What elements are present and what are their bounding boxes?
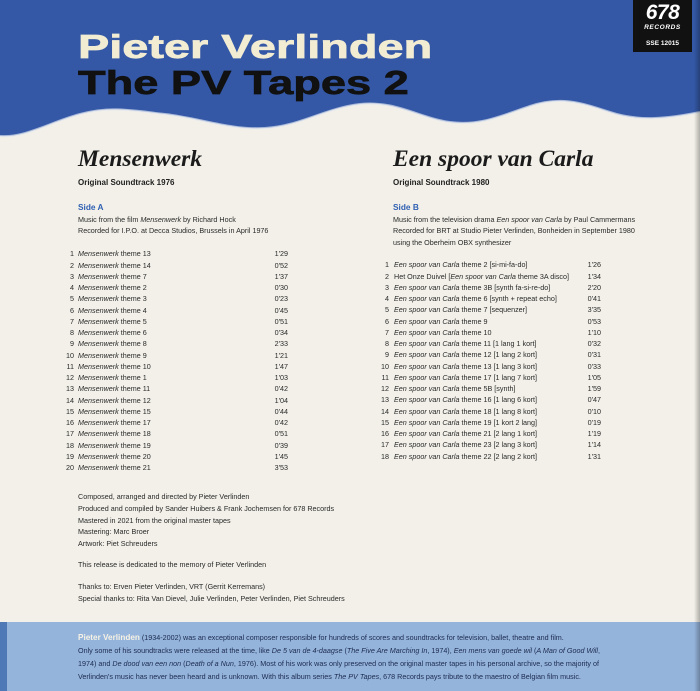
dedication: This release is dedicated to the memory of Pieter Verlinden: [78, 560, 267, 569]
bio-line-segment: , 678 Records pays tribute to the maestro of Belgian film music.: [379, 671, 581, 681]
bio-line-segment-italic: Death of a Nun: [185, 658, 234, 668]
track-title: [394, 395, 537, 404]
track-title: [394, 373, 537, 382]
track-title-segment: theme 12: [118, 395, 151, 405]
track-title-segment: theme 14: [118, 260, 151, 270]
track-number: 17: [66, 429, 74, 439]
track-duration: 3'53: [274, 463, 288, 473]
track-duration: 1'04: [274, 395, 288, 405]
track-row: [373, 316, 601, 327]
track-number: 12: [66, 373, 74, 383]
bio-line-segment-italic: Een mens van goede wil: [453, 645, 533, 655]
track-row: [373, 338, 601, 349]
track-title-segment: theme 21 [2 lang 1 kort]: [459, 429, 538, 439]
track-number: 15: [66, 406, 74, 416]
track-title: [394, 272, 569, 281]
track-number: 8: [385, 339, 389, 349]
track-number: 8: [70, 328, 74, 338]
track-title: [78, 283, 147, 292]
track-row: [373, 361, 601, 372]
side-a-note-line-segment-italic: Mensenwerk: [140, 214, 182, 224]
track-title-segment: theme 23 [2 lang 3 kort]: [459, 440, 538, 450]
thanks: [78, 581, 345, 605]
track-title-segment-italic: Een spoor van Carla: [394, 384, 460, 394]
track-title-segment: theme 2 [si-mi-fa-do]: [459, 260, 528, 270]
track-number: 13: [381, 395, 389, 405]
track-row: [373, 304, 601, 315]
track-number: 4: [70, 283, 74, 293]
track-duration: 1'59: [587, 384, 601, 394]
track-duration: 1'21: [274, 350, 288, 360]
track-title: [78, 418, 151, 427]
track-row: [58, 282, 288, 293]
track-row: [373, 293, 601, 304]
track-row: [58, 440, 288, 451]
track-title-segment-italic: Een spoor van Carla: [394, 406, 460, 416]
track-title-segment-italic: Mensenwerk: [78, 328, 119, 338]
bio-line-segment: (1934-2002) was an exceptional composer responsible for hundreds of scores and soundtracks for television, ballet, theatre and film.: [139, 632, 564, 642]
thanks-line: Special thanks to: Rita Van Dievel, Julie Verlinden, Peter Verlinden, Piet Schreuders: [78, 594, 345, 603]
track-duration: 0'47: [587, 395, 601, 405]
track-title: [78, 396, 151, 405]
track-title: [78, 317, 147, 326]
track-row: [58, 395, 288, 406]
track-number: 7: [385, 327, 389, 337]
bio-line-segment-italic: The Five Are Marching In: [346, 645, 428, 655]
track-title-segment-italic: Mensenwerk: [78, 316, 119, 326]
track-duration: 0'33: [587, 361, 601, 371]
side-b-note-line: [393, 214, 635, 226]
track-title: [78, 362, 151, 371]
track-title-segment-italic: Mensenwerk: [78, 339, 119, 349]
track-title-segment-italic: Mensenwerk: [78, 463, 119, 473]
track-title-segment-italic: Een spoor van Carla: [394, 316, 460, 326]
side-b-tracklist: [373, 259, 601, 462]
side-b-note-line: [393, 225, 635, 237]
track-title-segment: theme 3: [118, 294, 147, 304]
track-title: [394, 452, 537, 461]
track-title: [394, 429, 537, 438]
track-title-segment-italic: Een spoor van Carla: [394, 327, 460, 337]
track-duration: 0'32: [587, 339, 601, 349]
side-b-note-line-segment: by Paul Cammermans: [562, 214, 636, 224]
track-title-segment-italic: Mensenwerk: [78, 373, 119, 383]
track-title-segment: theme 3A disco]: [515, 271, 569, 281]
track-number: 17: [381, 440, 389, 450]
track-row: [58, 383, 288, 394]
bio-line: [78, 670, 600, 683]
track-row: [58, 293, 288, 304]
track-title-segment: theme 5B [synth]: [459, 384, 516, 394]
track-row: [373, 259, 601, 270]
track-title-segment-italic: Een spoor van Carla: [394, 440, 460, 450]
track-title: [78, 294, 147, 303]
side-b-label: Side B: [393, 202, 419, 212]
track-title-segment: theme 10: [459, 327, 492, 337]
track-title-segment-italic: Een spoor van Carla: [394, 451, 460, 461]
track-number: 11: [381, 372, 389, 382]
side-a-label: Side A: [78, 202, 104, 212]
track-number: 15: [381, 417, 389, 427]
track-title-segment: theme 9: [118, 350, 147, 360]
track-title: [78, 351, 147, 360]
track-title: [394, 294, 557, 303]
track-row: [373, 417, 601, 428]
track-title-segment: theme 9: [459, 316, 488, 326]
track-row: [58, 271, 288, 282]
track-row: [373, 406, 601, 417]
side-b-note-line-segment-italic: Een spoor van Carla: [496, 214, 562, 224]
track-title-segment: theme 19 [1 kort 2 lang]: [459, 417, 538, 427]
track-title: [394, 384, 515, 393]
bio-line-segment: ,: [598, 645, 600, 655]
track-number: 12: [381, 384, 389, 394]
track-title-segment-italic: Mensenwerk: [78, 451, 119, 461]
bio-line-segment-bold: Pieter Verlinden: [78, 632, 140, 642]
track-title-segment-italic: Mensenwerk: [78, 406, 119, 416]
thanks-line: Thanks to: Erven Pieter Verlinden, VRT (Gerrit Kerremans): [78, 582, 266, 591]
bio-line: [78, 644, 600, 657]
track-number: 19: [66, 451, 74, 461]
track-number: 11: [66, 361, 74, 371]
track-title-segment-italic: Een spoor van Carla: [394, 339, 460, 349]
track-duration: 0'10: [587, 406, 601, 416]
track-duration: 1'47: [274, 361, 288, 371]
track-title: [394, 407, 537, 416]
logo-label: RECORDS: [644, 24, 681, 31]
track-title: [394, 339, 537, 348]
track-row: [58, 372, 288, 383]
track-duration: 0'51: [274, 429, 288, 439]
track-duration: 0'30: [274, 283, 288, 293]
track-duration: 1'34: [587, 271, 601, 281]
bio-text: [78, 631, 600, 683]
side-a-note-line: [78, 214, 268, 226]
track-row: [373, 271, 601, 282]
bio-line-segment: (: [342, 645, 347, 655]
track-title-segment-italic: Een spoor van Carla: [394, 417, 460, 427]
track-title: [78, 463, 151, 472]
track-title-segment-italic: Een spoor van Carla: [394, 429, 460, 439]
credit-line: Mastered in 2021 from the original master tapes: [78, 515, 231, 525]
track-number: 18: [381, 451, 389, 461]
track-title-segment: theme 1: [118, 373, 147, 383]
catalog-number: SSE 12015: [646, 40, 679, 47]
track-title-segment: theme 21: [118, 463, 151, 473]
track-row: [58, 361, 288, 372]
track-title-segment: theme 20: [118, 451, 151, 461]
scan-edge-shadow: [694, 0, 700, 691]
track-title-segment-italic: Een spoor van Carla: [450, 271, 516, 281]
side-a-subtitle: Original Soundtrack 1976: [78, 178, 175, 187]
track-number: 6: [70, 305, 74, 315]
track-title: [394, 350, 537, 359]
track-number: 1: [70, 249, 74, 259]
track-title: [78, 328, 147, 337]
track-title-segment-italic: Mensenwerk: [78, 260, 119, 270]
track-row: [58, 338, 288, 349]
track-title-segment: theme 10: [118, 361, 151, 371]
track-number: 3: [385, 282, 389, 292]
track-row: [373, 383, 601, 394]
track-title: [78, 339, 147, 348]
track-duration: 1'10: [587, 327, 601, 337]
track-title: [78, 272, 147, 281]
track-number: 5: [385, 305, 389, 315]
track-number: 6: [385, 316, 389, 326]
side-b-title: Een spoor van Carla: [393, 146, 594, 172]
track-title: [78, 249, 151, 258]
track-title-segment-italic: Een spoor van Carla: [394, 372, 460, 382]
credit-line: Mastering: Marc Broer: [78, 527, 150, 537]
bio-line-segment: , 1974),: [427, 645, 454, 655]
track-duration: 1'19: [587, 429, 601, 439]
track-row: [58, 406, 288, 417]
track-title-segment: theme 12 [1 lang 2 kort]: [459, 350, 538, 360]
track-title-segment-italic: Mensenwerk: [78, 384, 119, 394]
bio-line-segment: (: [181, 658, 186, 668]
track-title-segment-italic: Een spoor van Carla: [394, 294, 460, 304]
track-number: 1: [385, 260, 389, 270]
track-title-segment: theme 4: [118, 305, 147, 315]
side-a-note-line-segment: by Richard Hock: [181, 214, 236, 224]
track-title: [78, 261, 151, 270]
track-number: 7: [70, 316, 74, 326]
track-duration: 0'31: [587, 350, 601, 360]
track-duration: 0'51: [274, 316, 288, 326]
bio-line-segment-italic: The PV Tapes: [333, 671, 380, 681]
track-duration: 2'33: [274, 339, 288, 349]
track-duration: 0'23: [274, 294, 288, 304]
track-row: [373, 282, 601, 293]
track-title-segment: theme 18 [1 lang 8 kort]: [459, 406, 538, 416]
bio-line-segment: 1974) and: [78, 658, 113, 668]
track-number: 3: [70, 271, 74, 281]
side-b-notes: [393, 214, 635, 249]
track-title-segment-italic: Mensenwerk: [78, 350, 119, 360]
bio-line-segment-italic: A Man of Good Will: [536, 645, 598, 655]
track-number: 16: [66, 418, 74, 428]
track-title-segment-italic: Een spoor van Carla: [394, 395, 460, 405]
track-title-segment: theme 11 [1 lang 1 kort]: [459, 339, 537, 349]
track-title-segment: theme 8: [118, 339, 147, 349]
track-row: [58, 327, 288, 338]
track-title-segment: theme 7 [sequenzer]: [459, 305, 528, 315]
track-duration: 1'05: [587, 372, 601, 382]
track-number: 9: [70, 339, 74, 349]
track-title: [394, 440, 537, 449]
track-duration: 1'37: [274, 271, 288, 281]
track-title-segment: theme 11: [118, 384, 151, 394]
track-number: 20: [66, 463, 74, 473]
record-label-logo: [633, 0, 692, 52]
track-title-segment: theme 6 [synth + repeat echo]: [459, 294, 557, 304]
side-b-note-line: [393, 237, 635, 249]
track-title: [78, 452, 151, 461]
track-title-segment: theme 15: [118, 406, 151, 416]
track-row: [58, 417, 288, 428]
track-title-segment-italic: Mensenwerk: [78, 305, 119, 315]
album-title: The PV Tapes 2: [78, 64, 409, 101]
track-duration: 0'53: [587, 316, 601, 326]
track-title-segment: theme 5: [118, 316, 147, 326]
track-row: [373, 372, 601, 383]
track-title-segment-italic: Mensenwerk: [78, 361, 119, 371]
track-title: [394, 328, 492, 337]
bio-line: [78, 657, 600, 670]
track-title: [394, 317, 488, 326]
track-title-segment-italic: Mensenwerk: [78, 249, 119, 259]
track-row: [58, 462, 288, 473]
track-title-segment: theme 17: [118, 418, 151, 428]
bio-line-segment: (: [532, 645, 537, 655]
side-b-note-line-segment: Music from the television drama: [393, 214, 497, 224]
track-row: [373, 439, 601, 450]
track-number: 4: [385, 294, 389, 304]
track-duration: 1'14: [587, 440, 601, 450]
track-row: [58, 305, 288, 316]
track-row: [373, 428, 601, 439]
track-title-segment-italic: Mensenwerk: [78, 294, 119, 304]
track-number: 18: [66, 440, 74, 450]
track-title: [394, 362, 537, 371]
track-duration: 0'44: [274, 406, 288, 416]
track-title-segment: theme 13 [1 lang 3 kort]: [459, 361, 538, 371]
bio-band: [0, 622, 700, 691]
track-duration: 1'31: [587, 451, 601, 461]
bio-line: [78, 631, 600, 644]
track-duration: 1'29: [274, 249, 288, 259]
track-duration: 3'35: [587, 305, 601, 315]
track-number: 9: [385, 350, 389, 360]
track-title-segment: theme 7: [118, 271, 147, 281]
track-title-segment-italic: Mensenwerk: [78, 395, 119, 405]
track-row: [373, 327, 601, 338]
track-number: 13: [66, 384, 74, 394]
side-a-notes: [78, 214, 268, 237]
track-title-segment-italic: Een spoor van Carla: [394, 350, 460, 360]
track-title: [394, 283, 550, 292]
track-title: [78, 384, 150, 393]
bio-line-segment: Only some of his soundtracks were released at the time, like: [78, 645, 272, 655]
side-a-note-line-segment: Music from the film: [78, 214, 141, 224]
track-title-segment: theme 18: [118, 429, 151, 439]
side-a-tracklist: [58, 248, 288, 473]
track-title: [78, 373, 147, 382]
track-title-segment: Het Onze Duivel [: [394, 271, 451, 281]
track-title-segment: theme 19: [118, 440, 151, 450]
bio-line-segment-italic: De dood van een non: [112, 658, 182, 668]
side-a-title: Mensenwerk: [78, 146, 203, 172]
track-number: 5: [70, 294, 74, 304]
side-a-note-line-segment: Recorded for I.P.O. at Decca Studios, Brussels in April 1976: [78, 226, 269, 235]
track-duration: 1'26: [587, 260, 601, 270]
credit-line: Produced and compiled by Sander Huibers & Frank Jochemsen for 678 Records: [78, 503, 335, 513]
bio-line-segment-italic: De 5 van de 4-daagse: [271, 645, 343, 655]
track-title: [394, 305, 527, 314]
track-duration: 0'42: [274, 418, 288, 428]
track-row: [58, 428, 288, 439]
track-duration: 0'42: [274, 384, 288, 394]
track-number: 10: [381, 361, 389, 371]
track-row: [58, 248, 288, 259]
side-b-subtitle: Original Soundtrack 1980: [393, 178, 490, 187]
track-duration: 2'20: [587, 282, 601, 292]
track-title-segment-italic: Mensenwerk: [78, 271, 119, 281]
track-title: [394, 260, 527, 269]
track-duration: 0'41: [587, 294, 601, 304]
track-row: [58, 451, 288, 462]
track-number: 16: [381, 429, 389, 439]
track-title-segment: theme 6: [118, 328, 147, 338]
track-duration: 0'19: [587, 417, 601, 427]
track-row: [373, 349, 601, 360]
track-title-segment: theme 22 [2 lang 2 kort]: [459, 451, 538, 461]
track-title-segment: theme 3B [synth fa-si-re-do]: [459, 282, 551, 292]
track-row: [58, 260, 288, 271]
bio-line-segment: , 1976). Most of his work was only preserved on the original master tapes in his personal archive, so the majority of: [233, 658, 600, 668]
track-row: [373, 394, 601, 405]
bio-band-edge: [0, 622, 7, 691]
bio-line-segment: Verlinden's music has never been heard and is unknown. With this album series: [78, 671, 334, 681]
track-row: [373, 451, 601, 462]
track-duration: 0'34: [274, 328, 288, 338]
track-title-segment-italic: Een spoor van Carla: [394, 260, 460, 270]
track-title-segment-italic: Een spoor van Carla: [394, 305, 460, 315]
track-number: 14: [66, 395, 74, 405]
track-number: 2: [385, 271, 389, 281]
track-title: [78, 407, 151, 416]
credit-line: Artwork: Piet Schreuders: [78, 539, 158, 548]
track-title: [78, 429, 151, 438]
side-a-note-line: [78, 225, 268, 237]
track-title-segment: theme 13: [118, 249, 151, 259]
track-title-segment-italic: Mensenwerk: [78, 440, 119, 450]
credits: [78, 491, 334, 550]
track-title-segment-italic: Mensenwerk: [78, 429, 119, 439]
track-title: [394, 418, 537, 427]
track-title-segment: theme 17 [1 lang 7 kort]: [459, 372, 538, 382]
track-row: [58, 350, 288, 361]
side-b-note-line-segment: using the Oberheim OBX synthesizer: [393, 237, 512, 247]
track-title-segment: theme 2: [118, 283, 147, 293]
side-b-note-line-segment: Recorded for BRT at Studio Pieter Verlinden, Bonheiden in September 1980: [393, 226, 635, 235]
track-title-segment-italic: Mensenwerk: [78, 283, 119, 293]
track-number: 2: [70, 260, 74, 270]
track-duration: 1'45: [274, 451, 288, 461]
track-duration: 0'45: [274, 305, 288, 315]
track-title-segment-italic: Mensenwerk: [78, 418, 119, 428]
track-title: [78, 306, 147, 315]
track-title-segment-italic: Een spoor van Carla: [394, 282, 460, 292]
track-title-segment-italic: Een spoor van Carla: [394, 361, 460, 371]
logo-number: 678: [645, 1, 680, 24]
artist-name: Pieter Verlinden: [78, 28, 433, 65]
credit-line: Composed, arranged and directed by Pieter Verlinden: [78, 492, 250, 501]
track-number: 10: [66, 350, 74, 360]
track-row: [58, 316, 288, 327]
track-duration: 0'39: [274, 440, 288, 450]
track-duration: 1'03: [274, 373, 288, 383]
track-title-segment: theme 16 [1 lang 6 kort]: [459, 395, 538, 405]
track-title: [78, 441, 151, 450]
track-duration: 0'52: [274, 260, 288, 270]
track-number: 14: [381, 406, 389, 416]
